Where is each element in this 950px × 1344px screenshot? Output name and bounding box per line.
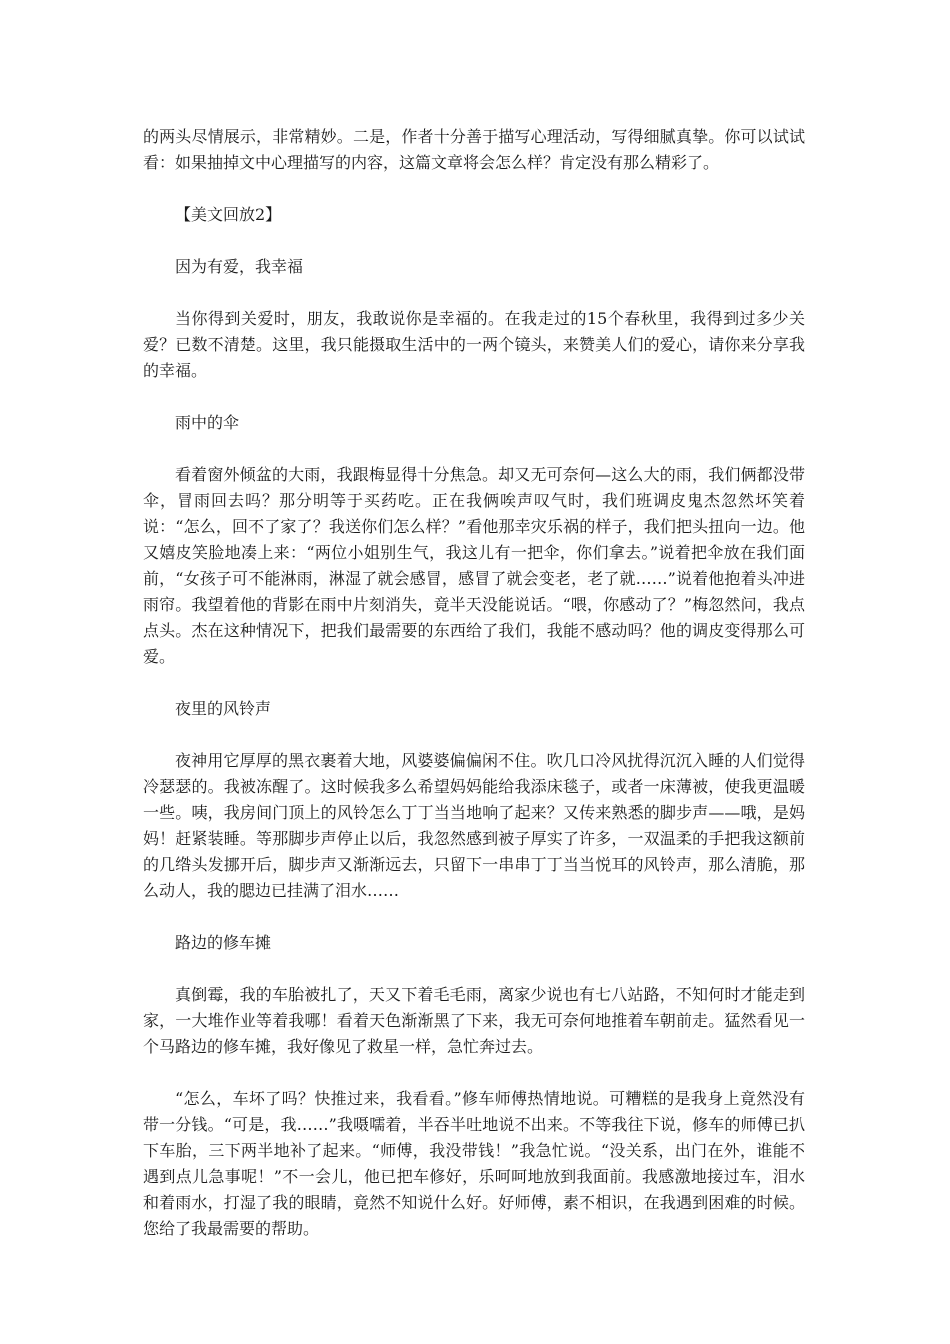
subheading-wind-chime: 夜里的风铃声 <box>175 699 272 718</box>
document-body <box>143 124 805 1268</box>
paragraph-umbrella: 看着窗外倾盆的大雨，我跟梅显得十分焦急。却又无可奈何—这么大的雨，我们俩都没带伞，冒雨回去吗？那分明等于买药吃。正在我俩唉声叹气时，我们班调皮鬼杰忽然坏笑着说：“怎么，回不了家了？我送你们怎么样？”看他那幸灾乐祸的样子，我们把头扭向一边。他又嬉皮笑脸地凑上来：“两位小姐别生气，我这儿有一把伞，你们拿去。”说着把伞放在我们面前，“女孩子可不能淋雨，淋湿了就会感冒，感冒了就会变老，老了就……”说着他抱着头冲进雨帘。我望着他的背影在雨中片刻消失，竟半天没能说话。“喂，你感动了？”梅忽然问，我点点头。杰在这种情况下，把我们最需要的东西给了我们，我能不感动吗？他的调皮变得那么可爱。 <box>143 465 805 666</box>
essay-title: 因为有爱，我幸福 <box>175 257 304 276</box>
paragraph-continuation: 的两头尽情展示，非常精妙。二是，作者十分善于描写心理活动，写得细腻真挚。你可以试试看：如果抽掉文中心理描写的内容，这篇文章将会怎么样？肯定没有那么精彩了。 <box>143 127 805 172</box>
paragraph-intro: 当你得到关爱时，朋友，我敢说你是幸福的。在我走过的15个春秋里，我得到过多少关爱？已数不清楚。这里，我只能摄取生活中的一两个镜头，来赞美人们的爱心，请你来分享我的幸福。 <box>143 309 805 380</box>
paragraph-wind-chime: 夜神用它厚厚的黑衣裹着大地，风婆婆偏偏闲不住。吹几口冷风扰得沉沉入睡的人们觉得冷瑟瑟的。我被冻醒了。这时候我多么希望妈妈能给我添床毯子，或者一床薄被，使我更温暖一些。咦，我房间门顶上的风铃怎么丁丁当当地响了起来？又传来熟悉的脚步声——哦，是妈妈！赶紧装睡。等那脚步声停止以后，我忽然感到被子厚实了许多，一双温柔的手把我这额前的几绺头发挪开后，脚步声又渐渐远去，只留下一串串丁丁当当悦耳的风铃声，那么清脆，那么动人，我的腮边已挂满了泪水…… <box>143 751 805 900</box>
paragraph-repair-stall: 真倒霉，我的车胎被扎了，天又下着毛毛雨，离家少说也有七八站路，不知何时才能走到家，一大堆作业等着我哪！看着天色渐渐黑了下来，我无可奈何地推着车朝前走。猛然看见一个马路边的修车摊，我好像见了救星一样，急忙奔过去。 <box>143 985 805 1056</box>
subheading-umbrella: 雨中的伞 <box>175 413 240 432</box>
section-heading-replay: 【美文回放2】 <box>175 205 282 224</box>
paragraph-repair-master: “怎么，车坏了吗？快推过来，我看看。”修车师傅热情地说。可糟糕的是我身上竟然没有带一分钱。“可是，我……”我嗫嚅着，半吞半吐地说不出来。不等我往下说，修车的师傅已扒下车胎，三下两半地补了起来。“师傅，我没带钱！”我急忙说。“没关系，出门在外，谁能不遇到点儿急事呢！”不一会儿，他已把车修好，乐呵呵地放到我面前。我感激地接过车，泪水和着雨水，打湿了我的眼睛，竟然不知说什么好。好师傅，素不相识，在我遇到困难的时候。您给了我最需要的帮助。 <box>143 1089 805 1238</box>
subheading-repair-stall: 路边的修车摊 <box>175 933 272 952</box>
